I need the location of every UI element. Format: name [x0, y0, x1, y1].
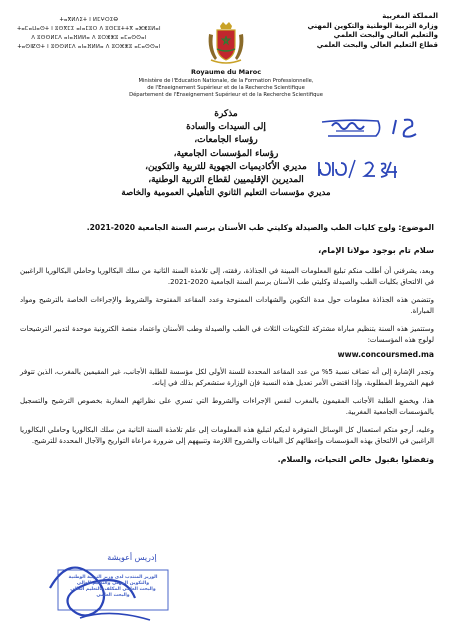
stamp-line: والبحث العلمي المكلف بالتعليم العالي [70, 587, 156, 592]
subject-line: الموضوع: ولوج كليات الطب والصيدلة وكليتي طب الأسنان برسم السنة الجامعية 2020-2021. [86, 223, 434, 232]
address-line: رؤساء الجامعات، [194, 135, 258, 146]
signature-title [58, 575, 168, 599]
closing-line: وتفضلوا بقبول خالص التحيات، والسلام. [277, 455, 434, 464]
tifinagh-line: ⴷ ⵓⵙⵙⵍⵎⴷ ⴰⵏⴰⴼⵍⵍⴰ ⴷ ⵓⵔⵣⵣⵓ ⴰⵎⴰⵙⵙⴰⵏ [31, 35, 147, 41]
paragraph: هذا، ويخضع الطلبة الأجانب المقيمون بالمغرب لنفس الإجراءات والشروط التي تسري على نظرائهم المغاربة بخصوص الترشيح والتسجيل بالمؤسسات الجامعية المغربية. [20, 397, 434, 416]
letterhead-arabic [288, 12, 438, 50]
moroccan-coat-of-arms-icon [205, 20, 247, 64]
paragraph: وعليه، أرجو منكم استعمال كل الوسائل المتوفرة لديكم لتبليغ هذه المعلومات إلى علم تلامذة السنة الثانية من سلك البكالوريا وحاملي البكالوريا الراغبين في الالتحاق بهذه المؤسسات وإعطائهم كل البيانات والشروح اللازمة وتنبيههم إلى ضرورة مراعاة التواريخ والآجال المحددة للترشيح. [20, 426, 434, 445]
greeting: سلام تام بوجود مولانا الإمام، [318, 245, 434, 255]
arabic-line: المملكة المغربية [382, 12, 438, 20]
tifinagh-line: ⵜⴰⴳⵍⴷⵉⵜ ⵏ ⵍⵎⵖⵔⵉⴱ [59, 17, 119, 23]
kingdom-title: Royaume du Maroc [190, 68, 262, 76]
ministry-line: de l'Enseignement Supérieur et de la Recherche Scientifique [147, 85, 305, 91]
ministry-line: Ministère de l'Education Nationale, de la Formation Professionnelle, [138, 78, 314, 84]
stamp-line: الوزير المنتدب لدى وزير التربية الوطنية [68, 575, 158, 580]
tifinagh-line: ⵜⴰⵎⴰⵡⴰⵙⵜ ⵏ ⵓⵙⴳⵎⵉ ⴰⵏⴰⵎⵓⵔ ⴷ ⵓⵙⵎⵓⵜⵜⴳ ⴰⵣⵣⵓⵍⴰⵏ [17, 26, 161, 32]
arabic-line: وزارة التربية الوطنية والتكوين المهني [307, 21, 438, 30]
address-line: رؤساء المؤسسات الجامعية، [173, 148, 279, 159]
platform-url: www.concoursmed.ma [337, 350, 434, 359]
signature-name: إدريس أعويشة [107, 553, 157, 562]
paragraph: وتتضمن هذه الجذاذة معلومات حول مدة التكوين والشهادات الممنوحة وعدد المقاعد المفتوحة والشروط والإجراءات الخاصة بالترشيح ومواد المباراة. [20, 296, 434, 315]
arabic-line: والتعليم العالي والبحث العلمي [333, 31, 438, 39]
memo-body [20, 222, 434, 466]
paragraph: وستتميز هذه السنة بتنظيم مباراة مشتركة للتكوينات الثلاث في الطب والصيدلة وطب الأسنان واعتماد منصة الكترونية موحدة لتدبير الترشيحات لولوج هذه المؤسسات: [20, 325, 434, 344]
ministry-line: Département de l'Enseignement Supérieur et de la Recherche Scientifique [129, 92, 323, 98]
address-line: مديري الأكاديميات الجهوية للتربية والتكوين، [145, 161, 307, 172]
paragraph: وتجدر الإشارة إلى أنه تضاف نسبة 5% من عدد المقاعد المحددة للسنة الأولى لكل مؤسسة للطلبة الأجانب، غير المقيمين بالمغرب، الذين تتوفر فيهم الشروط المطلوبة، وإذا اقتضى الأمر تعديل هذه النسبة فإن الوزارة ستشعركم بذلك في إبانه. [20, 368, 435, 387]
stamp-line: والتكوين المهني والتعليم العالي [76, 581, 150, 586]
memo-heading: مذكرة [214, 109, 238, 119]
paragraph: وبعد، يشرفني أن أطلب منكم تبليغ المعلومات المبينة في الجذاذة، رفقته، إلى تلامذة السنة الثانية من سلك البكالوريا وحاملي البكالوريا الراغبين في الالتحاق بكليات الطب والصيدلة وكليتي طب الأسنان برسم السنة الجامعية 2020-2021. [20, 267, 434, 286]
address-block [0, 108, 452, 200]
tifinagh-line: ⵜⴰⵙⵏⵇⵙⵜ ⵏ ⵓⵙⵙⵍⵎⴷ ⴰⵏⴰⴼⵍⵍⴰ ⴷ ⵓⵔⵣⵣⵓ ⴰⵎⴰⵙⵙⴰⵏ [17, 44, 161, 50]
address-line: المديرين الإقليميين لقطاع التربية الوطنية، [148, 175, 304, 186]
letterhead-tifinagh [14, 16, 164, 52]
address-line: مديري مؤسسات التعليم الثانوي التأهيلي العمومية والخاصة [121, 188, 331, 199]
stamp-line: والبحث العلمي [96, 593, 130, 598]
arabic-line: قطاع التعليم العالي والبحث العلمي [316, 40, 438, 49]
ministry-name [0, 78, 452, 99]
address-line: إلى السيدات والسادة [186, 122, 266, 133]
